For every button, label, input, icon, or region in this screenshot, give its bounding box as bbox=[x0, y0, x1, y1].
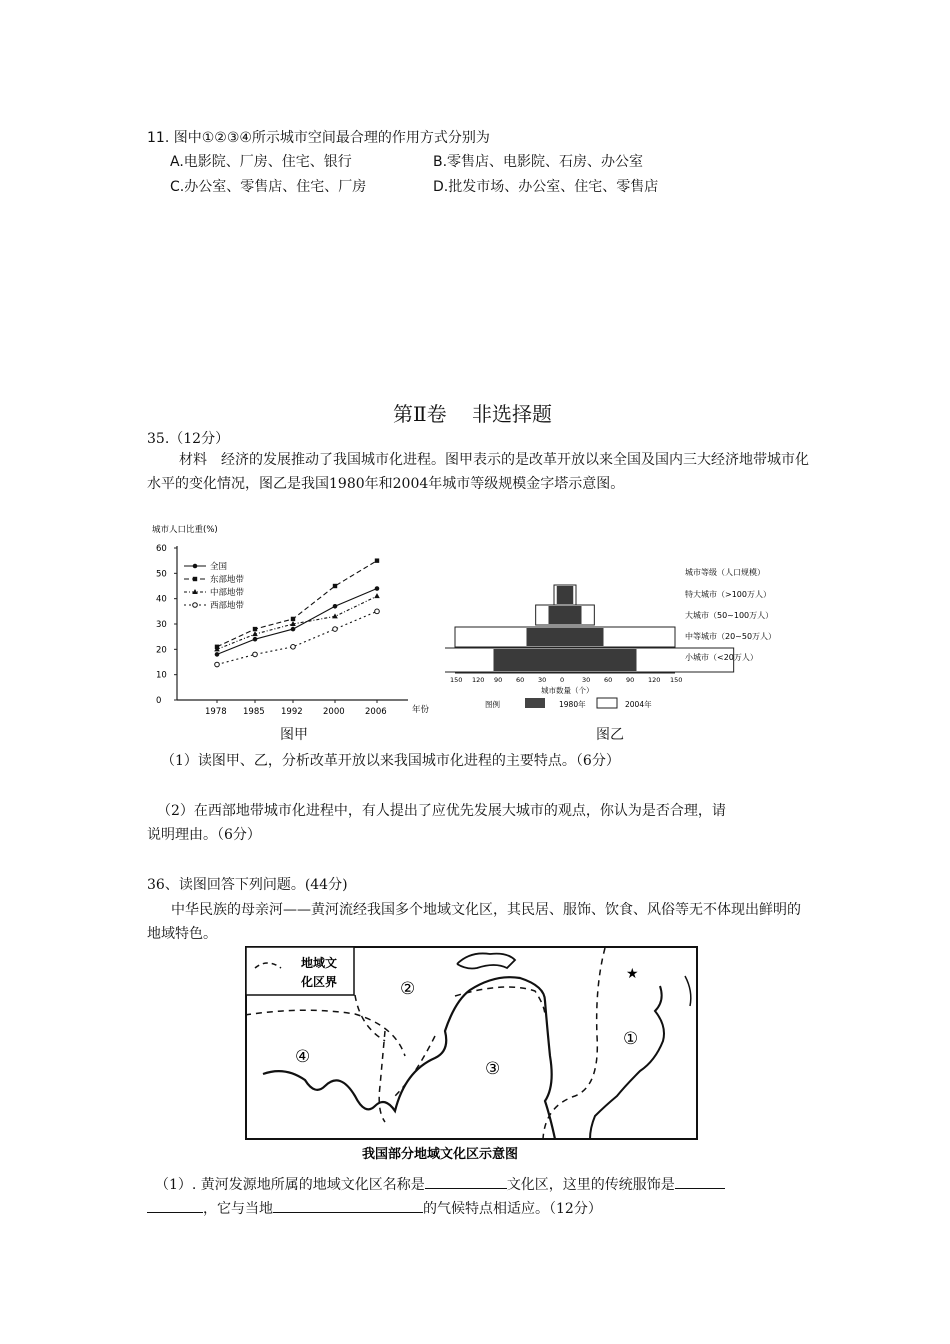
figure-a-point bbox=[333, 584, 337, 588]
figure-a-series-line bbox=[217, 611, 377, 664]
figure-a-x-tick-label: 1985 bbox=[243, 707, 265, 717]
figure-a-y-tick-label: 0 bbox=[156, 696, 162, 706]
figure-b-x-tick-label: 120 bbox=[648, 676, 661, 684]
q11-stem: 11. 图中①②③④所示城市空间最合理的作用方式分别为 bbox=[147, 130, 490, 146]
figure-a-point bbox=[375, 586, 380, 591]
figure-a-point bbox=[193, 577, 197, 581]
figure-b-x-tick-label: 0 bbox=[560, 676, 565, 684]
answer-blank-climate[interactable] bbox=[273, 1198, 423, 1213]
figure-a-point bbox=[253, 627, 257, 631]
figure-a-x-tick-label: 1992 bbox=[281, 707, 303, 717]
figure-b-x-tick-label: 150 bbox=[450, 676, 463, 684]
figure-a-xlabel: 年份 bbox=[412, 705, 430, 715]
cultural-region-map bbox=[245, 946, 700, 1166]
figure-b-legend-swatch-1980 bbox=[525, 698, 545, 708]
figure-b-xlabel: 城市数量（个） bbox=[541, 686, 594, 695]
q35-sub1: （1）读图甲、乙，分析改革开放以来我国城市化进程的主要特点。（6分） bbox=[161, 753, 620, 769]
figure-b-bar-1980 bbox=[557, 586, 574, 604]
figure-a-point bbox=[375, 558, 379, 562]
q35-sub2-line2: 说明理由。（6分） bbox=[147, 827, 261, 843]
figure-a-x-tick-label: 1978 bbox=[205, 707, 227, 717]
answer-blank-clothing-2[interactable] bbox=[147, 1198, 203, 1213]
figure-a-x-tick-label: 2006 bbox=[365, 707, 387, 717]
figure-a-point bbox=[291, 617, 295, 621]
figure-a-y-tick-label: 10 bbox=[156, 670, 167, 681]
figure-b-legend-prefix: 图例 bbox=[485, 700, 500, 709]
region-1-label: ① bbox=[623, 1029, 639, 1049]
figure-b-bar-1980 bbox=[527, 628, 604, 646]
figure-a-ylabel: 城市人口比重(%) bbox=[152, 525, 218, 535]
figure-a-y-tick-label: 40 bbox=[156, 594, 167, 605]
region-4-label: ④ bbox=[295, 1047, 311, 1067]
figure-b-category-label: 特大城市（>100万人） bbox=[685, 590, 771, 599]
figure-a-point bbox=[333, 604, 338, 609]
q36-sub1-part-b: 文化区，这里的传统服饰是 bbox=[506, 1177, 675, 1193]
q11-option-a: A.电影院、厂房、住宅、银行 bbox=[170, 154, 352, 170]
figure-b-x-tick-label: 60 bbox=[604, 676, 613, 684]
figure-b-bar-1980 bbox=[494, 649, 637, 671]
map-legend-line2: 化区界 bbox=[301, 975, 338, 989]
figure-a-legend-label: 西部地带 bbox=[210, 601, 245, 611]
figure-a-y-tick-label: 60 bbox=[156, 544, 167, 554]
figure-a-legend-label: 中部地带 bbox=[210, 588, 245, 598]
figure-b-x-ticks bbox=[450, 676, 682, 684]
figure-b-x-tick-label: 30 bbox=[582, 676, 591, 684]
figure-a-y-tick-label: 20 bbox=[156, 645, 167, 656]
q36-sub1-line1 bbox=[155, 1174, 725, 1194]
map-legend-box bbox=[246, 947, 354, 995]
figure-a-legend-label: 全国 bbox=[210, 562, 228, 572]
q35-header: 35.（12分） bbox=[147, 431, 230, 447]
figure-b-category-label: 中等城市（20~50万人） bbox=[685, 632, 777, 641]
q11-option-b: B.零售店、电影院、石房、办公室 bbox=[433, 154, 644, 170]
figure-b-label: 图乙 bbox=[596, 727, 624, 743]
figure-a-y-ticks bbox=[156, 544, 177, 706]
figure-b-category-label: 大城市（50~100万人） bbox=[685, 611, 774, 620]
q35-sub2-line1: （2）在西部地带城市化进程中，有人提出了应优先发展大城市的观点，你认为是否合理，请 bbox=[157, 803, 726, 819]
figure-a-label: 图甲 bbox=[280, 727, 308, 743]
q36-intro: 中华民族的母亲河——黄河流经我国多个地域文化区，其民居、服饰、饮食、风俗等无不体现出鲜明的地域特色。 bbox=[147, 902, 801, 942]
region-3-label: ③ bbox=[485, 1059, 501, 1079]
figure-a-point bbox=[193, 564, 198, 569]
figure-a-series-line bbox=[217, 589, 377, 655]
figure-b-x-tick-label: 90 bbox=[494, 676, 503, 684]
figure-a-point bbox=[291, 645, 296, 650]
q36-sub1-line2 bbox=[147, 1198, 602, 1218]
figure-b-x-tick-label: 150 bbox=[670, 676, 683, 684]
map-legend-line1: 地域文 bbox=[301, 956, 338, 970]
region-2-label: ② bbox=[400, 979, 416, 999]
figure-a-y-tick-label: 30 bbox=[156, 620, 167, 630]
figure-a-line-chart bbox=[140, 520, 440, 720]
figure-b-pyramid-chart bbox=[445, 545, 815, 715]
figure-a-point bbox=[332, 613, 338, 618]
figure-b-legend-title: 城市等级（人口规模） bbox=[685, 568, 765, 577]
figure-a-point bbox=[253, 637, 258, 642]
figure-a-y-tick-label: 50 bbox=[156, 569, 167, 580]
figure-a-point bbox=[215, 662, 220, 667]
figure-a-point bbox=[291, 627, 296, 632]
q36-header: 36、读图回答下列问题。(44分) bbox=[147, 877, 348, 893]
figure-b-x-tick-label: 120 bbox=[472, 676, 485, 684]
figure-a-point bbox=[215, 652, 220, 657]
answer-blank-culture[interactable] bbox=[425, 1174, 507, 1189]
q36-sub1-part-a: （1）. 黄河发源地所属的地域文化区名称是 bbox=[155, 1177, 425, 1193]
q11-option-c: C.办公室、零售店、住宅、厂房 bbox=[170, 179, 367, 195]
figure-a-point bbox=[193, 603, 198, 608]
q36-sub1-part-d: 的气候特点相适应。（12分） bbox=[423, 1201, 602, 1217]
figure-a-x-tick-label: 2000 bbox=[323, 707, 345, 717]
figure-b-x-tick-label: 30 bbox=[538, 676, 547, 684]
star-icon: ★ bbox=[626, 966, 639, 982]
figure-a-point bbox=[374, 593, 380, 598]
section-title: 第Ⅱ卷 非选择题 bbox=[393, 402, 553, 426]
q35-material: 材料 经济的发展推动了我国城市化进程。图甲表示的是改革开放以来全国及国内三大经济地带城市化水平的变化情况，图乙是我国1980年和2004年城市等级规模金字塔示意图。 bbox=[147, 452, 809, 492]
figure-b-x-tick-label: 90 bbox=[626, 676, 635, 684]
q36-sub1-part-c: ，它与当地 bbox=[203, 1201, 273, 1217]
figure-b-bar-1980 bbox=[549, 606, 582, 624]
figure-a-point bbox=[253, 652, 258, 657]
figure-a-x-ticks bbox=[205, 700, 387, 717]
figure-b-x-tick-label: 60 bbox=[516, 676, 525, 684]
map-caption: 我国部分地域文化区示意图 bbox=[362, 1147, 519, 1162]
figure-a-point bbox=[333, 627, 338, 632]
figure-a-legend bbox=[184, 561, 245, 611]
figure-b-legend-swatch-2004 bbox=[597, 698, 617, 708]
figure-b-legend-1980: 1980年 bbox=[559, 700, 586, 709]
q11-option-d: D.批发市场、办公室、住宅、零售店 bbox=[433, 179, 659, 195]
figure-b-legend-2004: 2004年 bbox=[625, 700, 652, 709]
figure-b-category-label: 小城市（<20万人） bbox=[685, 653, 758, 662]
figure-a-point bbox=[375, 609, 380, 614]
figure-a-legend-label: 东部地带 bbox=[210, 575, 245, 585]
answer-blank-clothing-1[interactable] bbox=[675, 1174, 725, 1189]
